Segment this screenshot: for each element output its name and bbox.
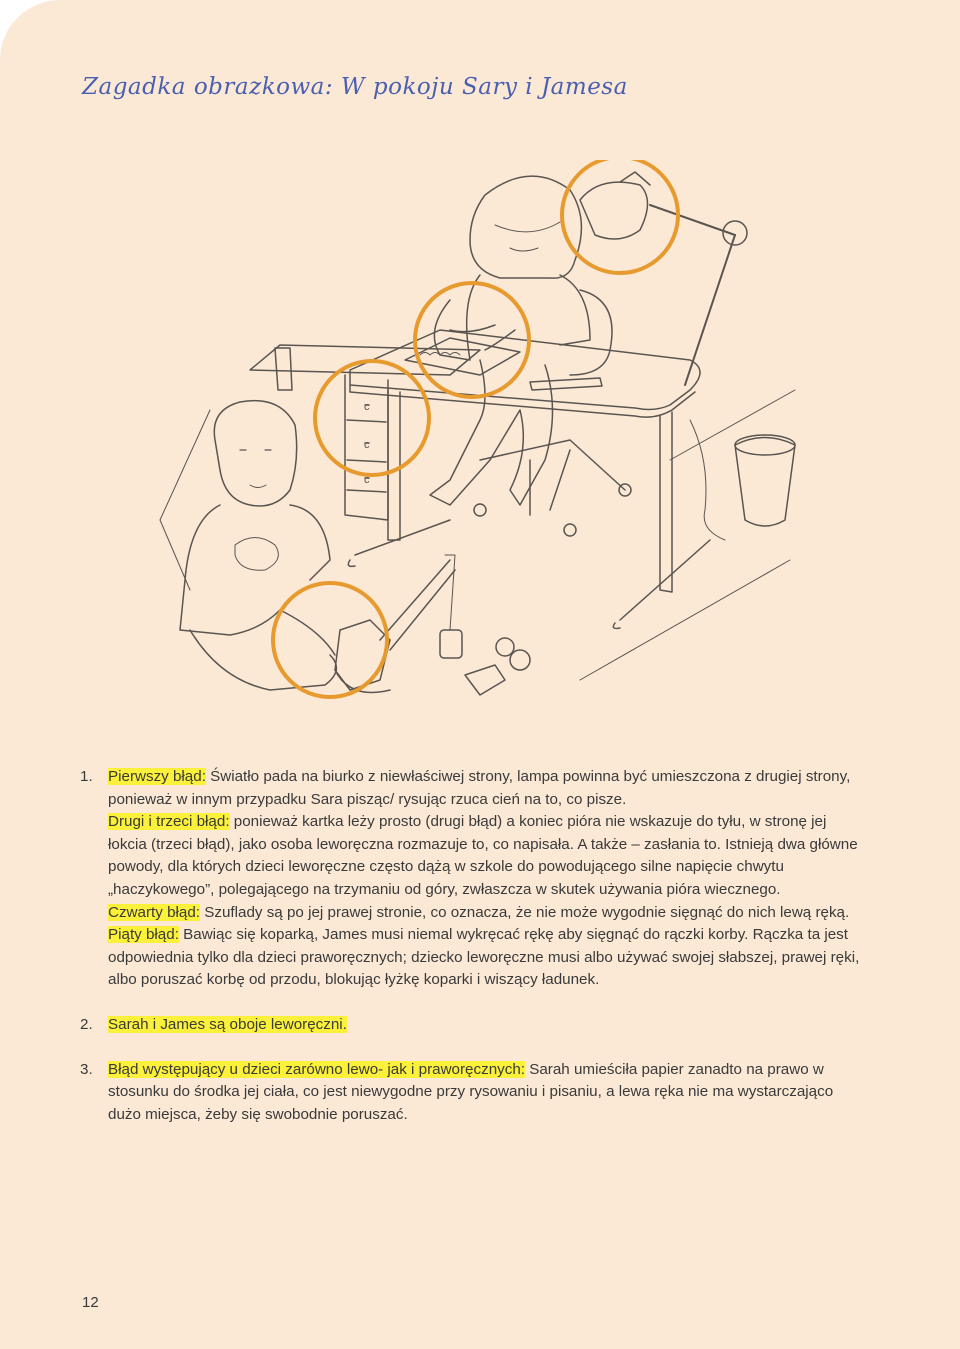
answer-paragraph — [108, 924, 860, 992]
answer-text: Szuflady są po jej prawej stronie, co oznacza, że nie może wygodnie sięgnąć do nich lewą ręką. — [200, 903, 850, 921]
answers-list — [80, 766, 860, 1126]
page-number: 12 — [82, 1294, 99, 1311]
answer-number: 3. — [80, 1060, 93, 1078]
children-room-drawing-icon — [150, 160, 800, 720]
answer-item — [80, 1059, 860, 1127]
highlight-circle-drawers — [315, 361, 429, 475]
error-label: Drugi i trzeci błąd: — [108, 813, 230, 831]
answer-text: Światło pada na biurko z niewłaściwej strony, lampa powinna być umieszczona z drugiej strony, ponieważ w innym przypadku Sara pisząc/ rysując rzuca cień na to, co pisze. — [108, 768, 851, 808]
drawer-label: c — [364, 401, 370, 413]
answer-number: 2. — [80, 1015, 93, 1033]
answer-paragraph — [108, 811, 860, 901]
error-label: Czwarty błąd: — [108, 903, 201, 921]
page-title: Zagadka obrazkowa: W pokoju Sary i Jamesa — [82, 74, 628, 100]
error-label: Piąty błąd: — [108, 926, 179, 944]
highlight-circle-paper — [415, 283, 529, 397]
answer-text: Bawiąc się koparką, James musi niemal wykręcać rękę aby sięgnąć do rączki korby. Rączka ta jest odpowiednia tylko dla dzieci praworęcznych; dziecko leworęczne musi albo używać swojej słabszej, prawej ręki, albo poruszać korbę od przodu, blokując łyżkę koparki i wiszący ładunek. — [108, 926, 860, 989]
answer-text: Sarah umieściła papier zanadto na prawo w stosunku do środka jej ciała, co jest niewygodne przy rysowaniu i pisaniu, a lewa ręka nie ma wystarczająco dużo miejsca, żeby się swobodnie poruszać. — [108, 1060, 834, 1123]
answer-text: ponieważ kartka leży prosto (drugi błąd) a koniec pióra nie wskazuje do tyłu, w stronę jej łokcia (trzeci błąd), jako osoba leworęczna rozmazuje to, co napisała. A także – zasłania to. Istnieją dwa główne powody, dla których dzieci leworęczne często dążą w szkole do powodującego silne napięcie chwytu „haczykowego”, polegającego na trzymaniu od góry, zwłaszcza w skutek używania pióra wiecznego. — [108, 813, 858, 898]
answer-paragraph — [108, 1014, 860, 1037]
answer-paragraph — [108, 902, 860, 925]
highlight-circle-lamp — [562, 160, 678, 273]
answer-item — [80, 766, 860, 992]
error-label: Błąd występujący u dzieci zarówno lewo- jak i praworęcznych: — [108, 1060, 525, 1078]
error-label: Pierwszy błąd: — [108, 768, 206, 785]
error-label: Sarah i James są oboje leworęczni. — [108, 1015, 347, 1033]
answer-paragraph — [108, 766, 860, 811]
answer-number: 1. — [80, 768, 93, 785]
drawer-label: c — [364, 474, 370, 486]
drawer-label: c — [364, 439, 370, 451]
answer-item — [80, 1014, 860, 1037]
answer-paragraph — [108, 1059, 860, 1127]
